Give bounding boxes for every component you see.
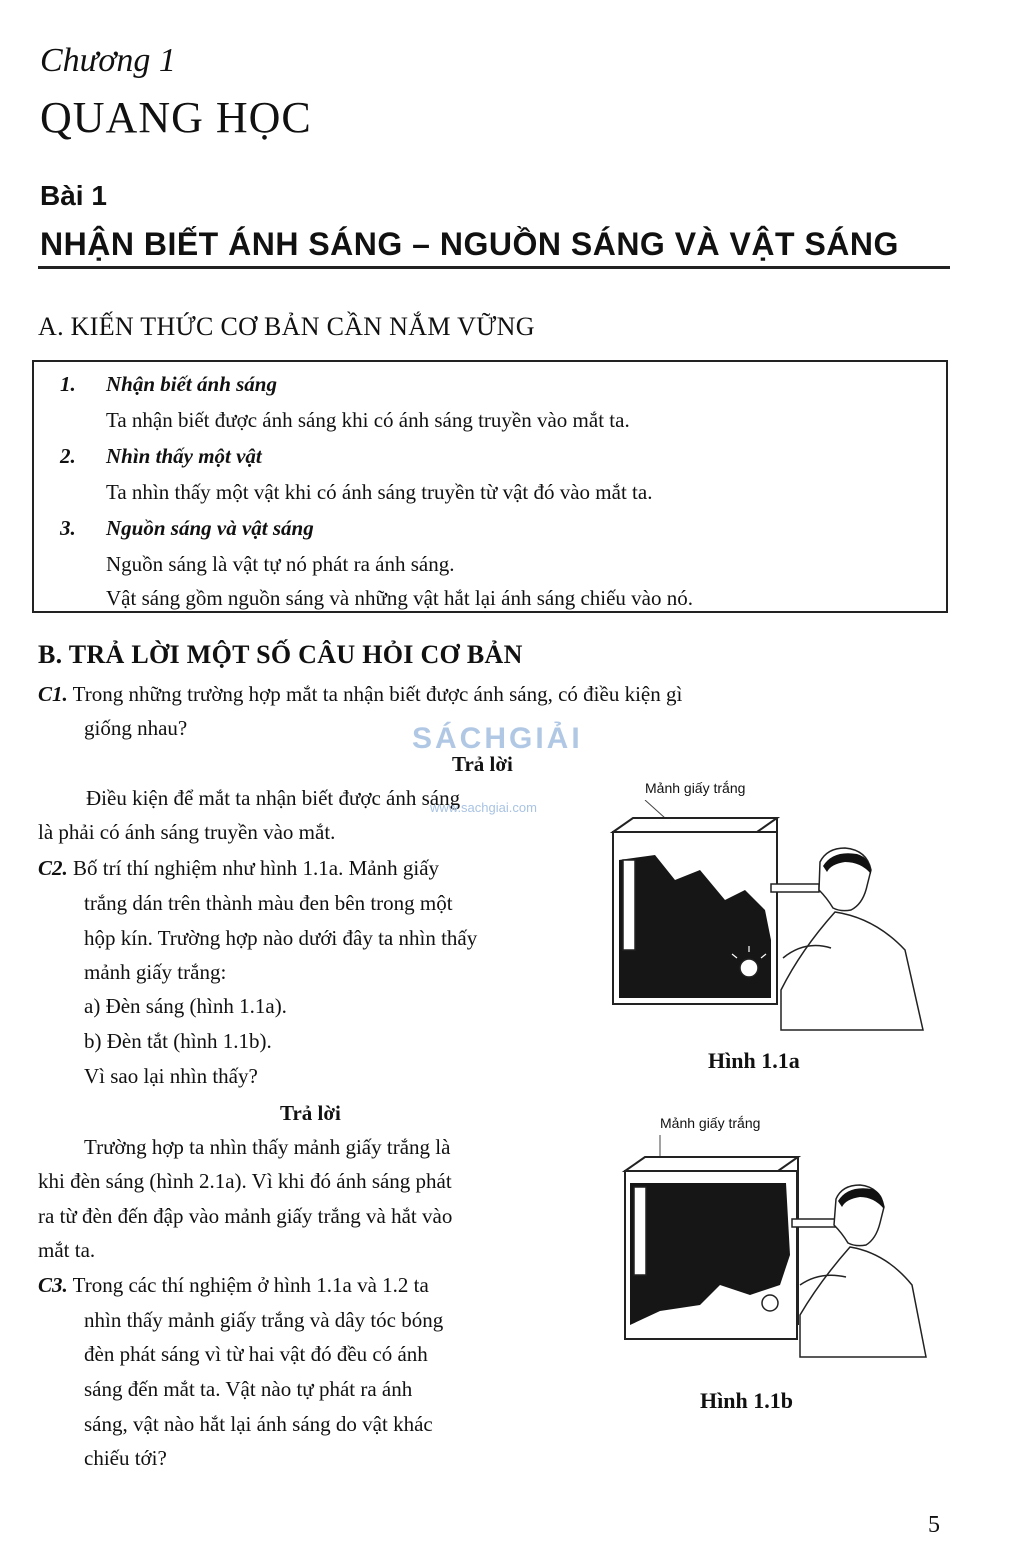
knowledge-item-text: Ta nhận biết được ánh sáng khi có ánh sáng truyền vào mắt ta. — [106, 408, 630, 432]
figure-label: Mảnh giấy trắng — [645, 780, 746, 796]
page-number: 5 — [928, 1512, 940, 1538]
question-label: C2. — [38, 856, 68, 880]
c2-option: b) Đèn tắt (hình 1.1b). — [84, 1029, 272, 1053]
c2-option: a) Đèn sáng (hình 1.1a). — [84, 994, 287, 1018]
knowledge-item-number: 2. — [60, 444, 76, 468]
section-a-heading: A. KIẾN THỨC CƠ BẢN CẦN NẮM VỮNG — [38, 312, 535, 341]
chapter-label: Chương 1 — [40, 42, 176, 79]
c3-question-line: đèn phát sáng vì từ hai vật đó đều có ánh — [84, 1342, 428, 1366]
knowledge-item-title: 1. Nhận biết ánh sáng — [60, 372, 277, 396]
c3-question-line: nhìn thấy mảnh giấy trắng và dây tóc bóng — [84, 1308, 444, 1332]
figure-caption: Hình 1.1a — [708, 1048, 800, 1073]
question-label: C1. — [38, 682, 68, 706]
figure-caption: Hình 1.1b — [700, 1388, 793, 1413]
c3-question-line: C3. Trong các thí nghiệm ở hình 1.1a và 1.2 ta — [38, 1273, 429, 1297]
chapter-title: QUANG HỌC — [40, 93, 312, 142]
question-label: C3. — [38, 1273, 68, 1297]
title-underline — [38, 266, 950, 269]
c2-answer-line: Trường hợp ta nhìn thấy mảnh giấy trắng là — [84, 1135, 451, 1159]
c2-question-line: mảnh giấy trắng: — [84, 960, 227, 984]
answer-title: Trả lời — [452, 752, 513, 776]
knowledge-item-text: Vật sáng gồm nguồn sáng và những vật hắt lại ánh sáng chiếu vào nó. — [106, 586, 694, 610]
c1-question-line: C1. Trong những trường hợp mắt ta nhận biết được ánh sáng, có điều kiện gì — [38, 682, 683, 706]
c3-question-line: sáng, vật nào hắt lại ánh sáng do vật khác — [84, 1412, 433, 1436]
section-b-heading: B. TRẢ LỜI MỘT SỐ CÂU HỎI CƠ BẢN — [38, 640, 523, 669]
c3-question-line: chiếu tới? — [84, 1446, 167, 1470]
c2-question-line: Vì sao lại nhìn thấy? — [84, 1064, 258, 1088]
lesson-label: Bài 1 — [40, 180, 107, 211]
figure-label: Mảnh giấy trắng — [660, 1115, 761, 1131]
c1-answer-line: là phải có ánh sáng truyền vào mắt. — [38, 820, 336, 844]
knowledge-item-number: 1. — [60, 372, 76, 396]
c1-answer-line: Điều kiện để mắt ta nhận biết được ánh sáng — [86, 786, 461, 810]
knowledge-item-number: 3. — [60, 516, 76, 540]
c1-question-line: giống nhau? — [84, 716, 188, 740]
figure-1-1b-illustration — [620, 1135, 940, 1360]
c2-question-line: trắng dán trên thành màu đen bên trong một — [84, 891, 453, 915]
c2-answer-line: khi đèn sáng (hình 2.1a). Vì khi đó ánh sáng phát — [38, 1169, 452, 1193]
figure-1-1a-illustration — [605, 800, 935, 1040]
c3-question-line: sáng đến mắt ta. Vật nào tự phát ra ánh — [84, 1377, 413, 1401]
knowledge-item-title: 2. Nhìn thấy một vật — [60, 444, 262, 468]
knowledge-item-text: Ta nhìn thấy một vật khi có ánh sáng truyền từ vật đó vào mắt ta. — [106, 480, 653, 504]
watermark-url: www.sachgiai.com — [430, 800, 537, 815]
c2-answer-line: ra từ đèn đến đập vào mảnh giấy trắng và hắt vào — [38, 1204, 453, 1228]
knowledge-item-text: Nguồn sáng là vật tự nó phát ra ánh sáng. — [106, 552, 455, 576]
c2-question-line: C2. Bố trí thí nghiệm như hình 1.1a. Mảnh giấy — [38, 856, 440, 880]
answer-title: Trả lời — [280, 1101, 341, 1125]
c2-answer-line: mắt ta. — [38, 1238, 96, 1262]
knowledge-item-title: 3. Nguồn sáng và vật sáng — [60, 516, 314, 540]
c2-question-line: hộp kín. Trường hợp nào dưới đây ta nhìn thấy — [84, 926, 478, 950]
key-knowledge-box — [32, 360, 948, 613]
lesson-title: NHẬN BIẾT ÁNH SÁNG – NGUỒN SÁNG VÀ VẬT SÁNG — [40, 226, 899, 262]
watermark-logo: SÁCHGIẢI — [412, 722, 583, 755]
